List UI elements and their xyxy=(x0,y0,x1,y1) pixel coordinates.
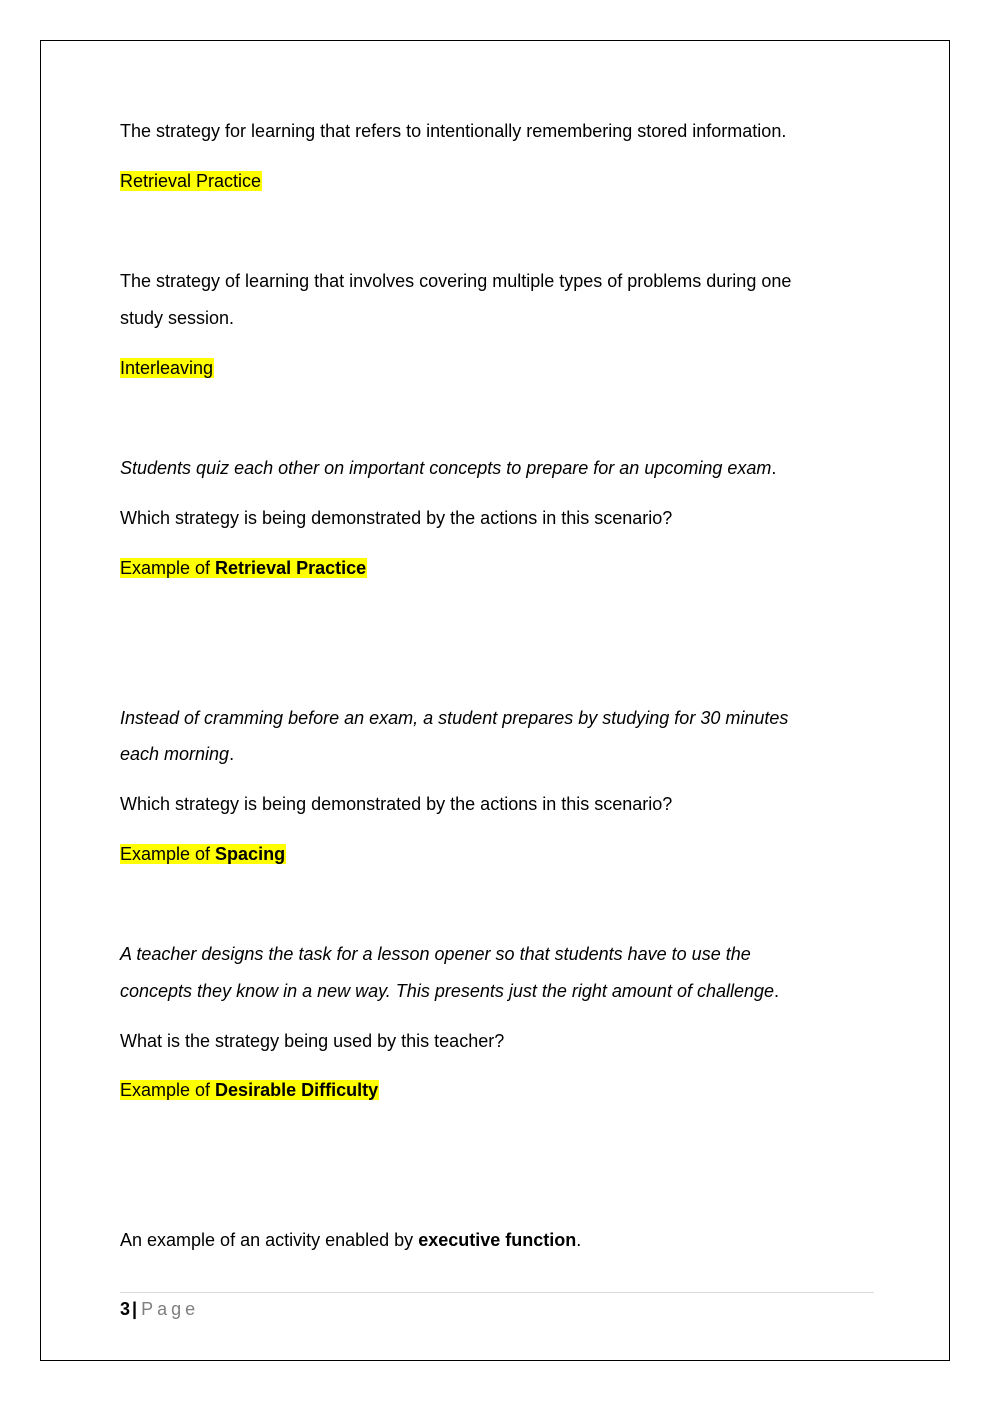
scenario-text: Students quiz each other on important concepts to prepare for an upcoming exam xyxy=(120,458,772,478)
definition-interleaving-line1: The strategy of learning that involves covering multiple types of problems during one xyxy=(120,271,792,291)
question-scenario-spacing: Which strategy is being demonstrated by the actions in this scenario? xyxy=(120,794,673,814)
scenario-period: . xyxy=(771,458,777,478)
answer-term: Desirable Difficulty xyxy=(215,1080,379,1100)
scenario-text: Instead of cramming before an exam, a student prepares by studying for 30 minutes xyxy=(120,708,789,728)
key-term: executive function xyxy=(418,1230,577,1250)
scenario-difficulty-line2 xyxy=(120,979,779,1003)
page-footer xyxy=(120,1297,199,1321)
scenario-period: . xyxy=(229,744,235,764)
prompt-executive-function: An example of an activity enabled by executive function. xyxy=(120,1230,582,1250)
highlighted-answer: Example of Spacing xyxy=(120,844,286,864)
highlighted-answer: Example of Desirable Difficulty xyxy=(120,1080,379,1100)
answer-term: Spacing xyxy=(215,844,286,864)
question-scenario-quiz: Which strategy is being demonstrated by the actions in this scenario? xyxy=(120,508,673,528)
answer-scenario-spacing xyxy=(120,842,286,866)
scenario-spacing-line1 xyxy=(120,706,788,730)
page-number: 3 xyxy=(120,1299,131,1319)
answer-term: Retrieval Practice xyxy=(215,558,367,578)
footer-divider xyxy=(120,1292,874,1293)
highlighted-answer: Interleaving xyxy=(120,358,214,378)
answer-scenario-difficulty xyxy=(120,1078,379,1102)
scenario-text: each morning xyxy=(120,744,230,764)
answer-interleaving xyxy=(120,356,214,380)
answer-retrieval-practice xyxy=(120,169,262,193)
scenario-period: . xyxy=(774,981,780,1001)
answer-scenario-quiz xyxy=(120,556,367,580)
scenario-difficulty-line1 xyxy=(120,942,751,966)
page-border xyxy=(40,40,950,1361)
highlighted-answer: Example of Retrieval Practice xyxy=(120,558,367,578)
scenario-text: A teacher designs the task for a lesson opener so that students have to use the xyxy=(120,944,751,964)
page-label: Page xyxy=(141,1299,200,1319)
scenario-quiz xyxy=(120,456,776,480)
definition-interleaving-line2: study session. xyxy=(120,308,235,328)
highlighted-answer: Retrieval Practice xyxy=(120,171,262,191)
scenario-spacing-line2 xyxy=(120,742,234,766)
definition-retrieval-practice: The strategy for learning that refers to intentionally remembering stored information. xyxy=(120,121,787,141)
question-scenario-difficulty: What is the strategy being used by this teacher? xyxy=(120,1031,505,1051)
footer-separator: | xyxy=(132,1299,138,1319)
scenario-text: concepts they know in a new way. This presents just the right amount of challenge xyxy=(120,981,775,1001)
